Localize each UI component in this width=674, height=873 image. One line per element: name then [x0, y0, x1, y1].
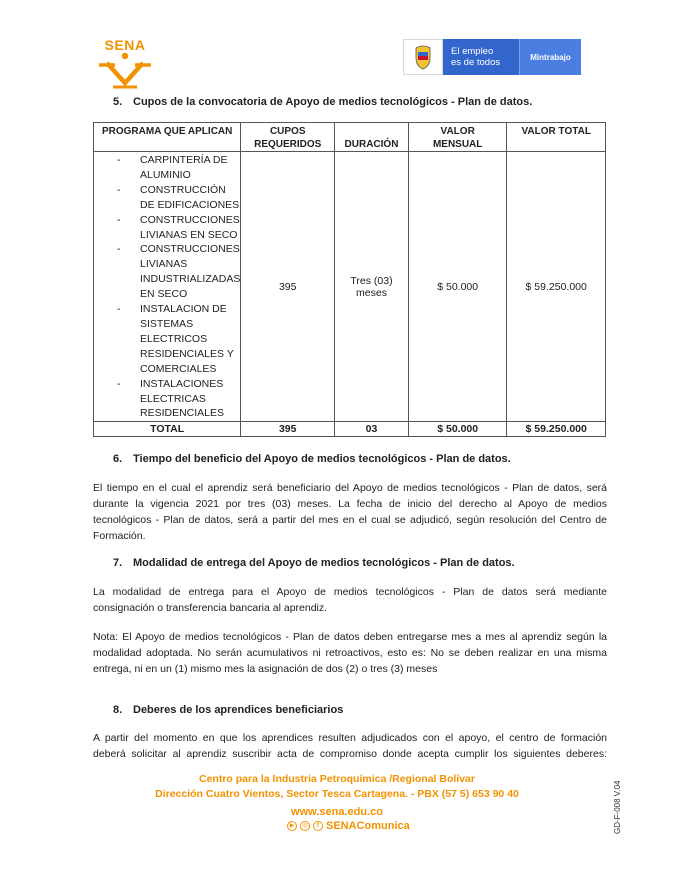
duracion-cell: Tres (03) meses — [335, 152, 409, 422]
mintrabajo-label: Mintrabajo — [519, 39, 581, 75]
youtube-icon: ▶ — [287, 821, 297, 831]
program-item — [114, 377, 240, 422]
section-7-note: Nota: El Apoyo de medios tecnológicos - Plan de datos deben entregarse mes a mes al aprendiz según la modalidad adoptada. No serán acumulativos ni retroactivos, esto es: No se deben realizar en una misma entrega, ni en un (1) mismo mes la asignación de dos (2) o tres (3) meses — [93, 631, 607, 675]
footer-address: Dirección Cuatro Vientos, Sector Tesca Cartagena. - PBX (57 5) 653 90 40 — [155, 788, 519, 800]
header-programa: PROGRAMA QUE APLICAN — [94, 123, 241, 152]
program-line: - CARPINTERÍA DE — [140, 154, 228, 166]
document-code: GD-F-008 V.04 — [613, 780, 622, 834]
program-line: LIVIANAS EN SECO — [140, 228, 238, 241]
sena-logo-text: SENA — [104, 37, 146, 53]
program-line: DE EDIFICACIONES — [140, 198, 240, 211]
gov-slogan: El empleo es de todos — [443, 39, 519, 75]
total-label: TOTAL — [94, 422, 241, 437]
program-item — [114, 213, 240, 243]
program-line: - CONSTRUCCIONES — [140, 213, 240, 226]
section-7-title: 7. Modalidad de entrega del Apoyo de medios tecnológicos - Plan de datos. — [113, 557, 515, 569]
header-valor-mensual: VALOR MENSUAL — [408, 123, 507, 152]
program-line: - INSTALACION DE — [140, 303, 227, 316]
program-item — [114, 242, 240, 302]
section-8-paragraph: A partir del momento en que los aprendices resulten adjudicados con el apoyo, el centro de formación deberá solicitar al aprendiz suscribir acta de compromiso donde acepta cumplir los siguientes deberes: — [93, 732, 607, 760]
table-total-row — [94, 422, 606, 437]
program-line: RESIDENCIALES — [140, 407, 225, 420]
table-row — [94, 152, 606, 422]
total-valor-mensual: $ 50.000 — [408, 422, 507, 437]
section-8-title: 8. Deberes de los aprendices beneficiarios — [113, 704, 344, 716]
section-7-paragraph: La modalidad de entrega para el Apoyo de medios tecnológicos - Plan de datos será mediante consignación o transferencia bancaria al aprendiz. — [93, 586, 607, 614]
program-line: ELECTRICOS — [140, 332, 208, 345]
section-6-title: 6. Tiempo del beneficio del Apoyo de medios tecnológicos - Plan de datos. — [113, 453, 511, 465]
program-line: ALUMINIO — [140, 168, 191, 181]
program-line: ELECTRICAS — [140, 392, 206, 405]
program-line: SISTEMAS — [140, 317, 194, 330]
program-item — [114, 302, 240, 377]
header-cupos: CUPOS REQUERIDOS — [241, 123, 335, 152]
program-line: INDUSTRIALIZADAS — [140, 273, 241, 286]
header-valor-total: VALOR TOTAL — [507, 123, 606, 152]
program-line: COMERCIALES — [140, 362, 217, 375]
colombia-shield-icon — [403, 39, 443, 75]
total-valor-total: $ 59.250.000 — [507, 422, 606, 437]
program-item — [114, 153, 240, 183]
program-item — [114, 183, 240, 213]
section-6-paragraph: El tiempo en el cual el aprendiz será beneficiario del Apoyo de medios tecnológicos - Plan de datos, será durante la vigencia 2021 por tres (03) meses. La fecha de inicio del derecho al Apoyo de medios tecnológicos - Plan de datos, será a partir del mes en el cual se adjudicó, según resolución del Centro de Formación. — [93, 482, 607, 542]
cupos-cell: 395 — [241, 152, 335, 422]
footer-center-name: Centro para la Industria Petroquímica /Regional Bolívar — [199, 773, 475, 785]
program-line: - INSTALACIONES — [140, 377, 224, 390]
program-line: EN SECO — [140, 288, 188, 301]
valor-total-cell: $ 59.250.000 — [507, 152, 606, 422]
program-line: - CONSTRUCCIÓN — [140, 183, 226, 196]
footer-social — [287, 820, 410, 832]
footer-website: www.sena.edu.co — [291, 806, 383, 818]
total-cupos: 395 — [241, 422, 335, 437]
program-line: LIVIANAS — [140, 258, 188, 271]
valor-mensual-cell: $ 50.000 — [408, 152, 507, 422]
cupos-table — [93, 122, 606, 437]
program-line: - CONSTRUCCIONES — [140, 243, 240, 256]
header-duracion: DURACIÓN — [335, 123, 409, 152]
table-header-row — [94, 123, 606, 152]
facebook-icon: f — [313, 821, 323, 831]
social-handle: SENAComunica — [326, 820, 410, 832]
section-5-title: 5. Cupos de la convocatoria de Apoyo de medios tecnológicos - Plan de datos. — [113, 96, 533, 108]
programs-list — [94, 152, 240, 421]
program-line: RESIDENCIALES Y — [140, 347, 234, 360]
instagram-icon: ◎ — [300, 821, 310, 831]
total-duracion: 03 — [335, 422, 409, 437]
gov-banner — [403, 39, 581, 75]
programs-cell — [94, 152, 241, 422]
